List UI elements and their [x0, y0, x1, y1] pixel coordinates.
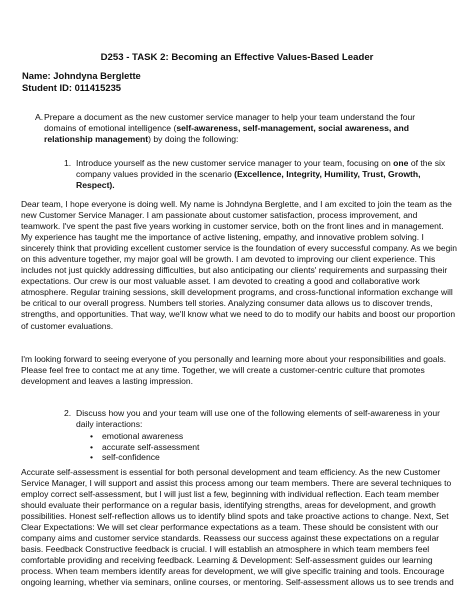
task-a-domains: self-awareness, self-management, social awareness, and relationship management: [44, 123, 409, 145]
self-awareness-list: [90, 431, 199, 463]
task-a: [35, 112, 448, 146]
task-2-text: Discuss how you and your team will use one of the following elements of self-awareness in your daily interactions:: [76, 408, 440, 430]
list-item: • self-confidence: [90, 452, 199, 463]
task-1-text-before: Introduce yourself as the new customer service manager to your team, focusing on: [76, 158, 394, 168]
task-1: [64, 158, 456, 192]
self-assessment-paragraph: Accurate self-assessment is essential for both personal development and team efficiency. As the new Customer Service Manager, I will support and assist this process among our team members. There are several techniques to employ correct self-assessment, but I will just list a few, beginning with individual reflection. Each team member should evaluate their performance on a regular basis, identifying strengths, areas for development, and growth possibilities. Honest self-reflection allows us to identify blind spots and take proactive actions to change. Next, Set Clear Expectations: We will set clear performance expectations as a team. These should be consistent with our company aims and customer service standards. Reassess our success against these expectations on a regular basis. Feedback Constructive feedback is crucial. I will establish an atmosphere in which team members feel comfortable providing and receiving feedback. Learning & Development: Self-assessment guides our learning process. When team members identify areas for development, we will give specific training and tools. Encourage ongoing learning, whether via seminars, online courses, or mentoring. Self-assessment allows us to see trends and: [21, 467, 454, 588]
task-a-marker: A.: [35, 112, 44, 122]
intro-paragraph: Dear team, I hope everyone is doing well. My name is Johndyna Berglette, and I am excited to join the team as the new Customer Service Manager. I am passionate about customer satisfaction, process improvement, and teamwork. I've spent the past five years working in customer service, both on the front lines and in management. My experience has taught me the importance of active listening, empathy, and innovative problem solving. I sincerely think that providing excellent customer service is the foundation of every successful company. As we begin on this adventure together, my major goal will be growth. I am devoted to improving our client experience. This includes not just quickly addressing difficulties, but also anticipating our clients' requirements and surpassing their expectations. Our crew is our most valuable asset. I am devoted to creating a good and collaborative work atmosphere. Regular training sessions, skill development programs, and cross-functional information exchange will be critical to our overall progress. Numbers tell stories. Analyzing consumer data allows us to discover trends, strengths, and opportunities. That way, we'll know what we need to do to modify our habits and boost our proportion of customer evaluations.: [21, 199, 457, 331]
task-2-marker: 2.: [64, 408, 72, 418]
task-a-text-after: ) by doing the following:: [148, 134, 239, 145]
task-1-text-middle: of the six company values provided in the scenario: [76, 158, 446, 180]
task-1-values: (Excellence, Integrity, Humility, Trust, Growth, Respect).: [76, 169, 421, 191]
document-title: D253 - TASK 2: Becoming an Effective Values-Based Leader: [100, 52, 374, 63]
student-name: Name: Johndyna Berglette: [22, 70, 141, 81]
closing-paragraph: I'm looking forward to seeing everyone of you personally and learning more about your responsibilities and goals. Please feel free to contact me at any time. Together, we will create a customer-centric culture that promotes development and leaves a lasting impression.: [21, 354, 446, 387]
task-1-marker: 1.: [64, 158, 72, 168]
task-2: [64, 408, 456, 430]
task-1-one: one: [393, 158, 409, 168]
student-info: [22, 70, 141, 94]
task-a-text-before: Prepare a document as the new customer service manager to help your team understand the four domains of emotional intelligence (: [44, 112, 416, 134]
list-item: • emotional awareness: [90, 431, 199, 442]
list-item: • accurate self-assessment: [90, 442, 199, 453]
student-id: Student ID: 011415235: [22, 82, 122, 93]
